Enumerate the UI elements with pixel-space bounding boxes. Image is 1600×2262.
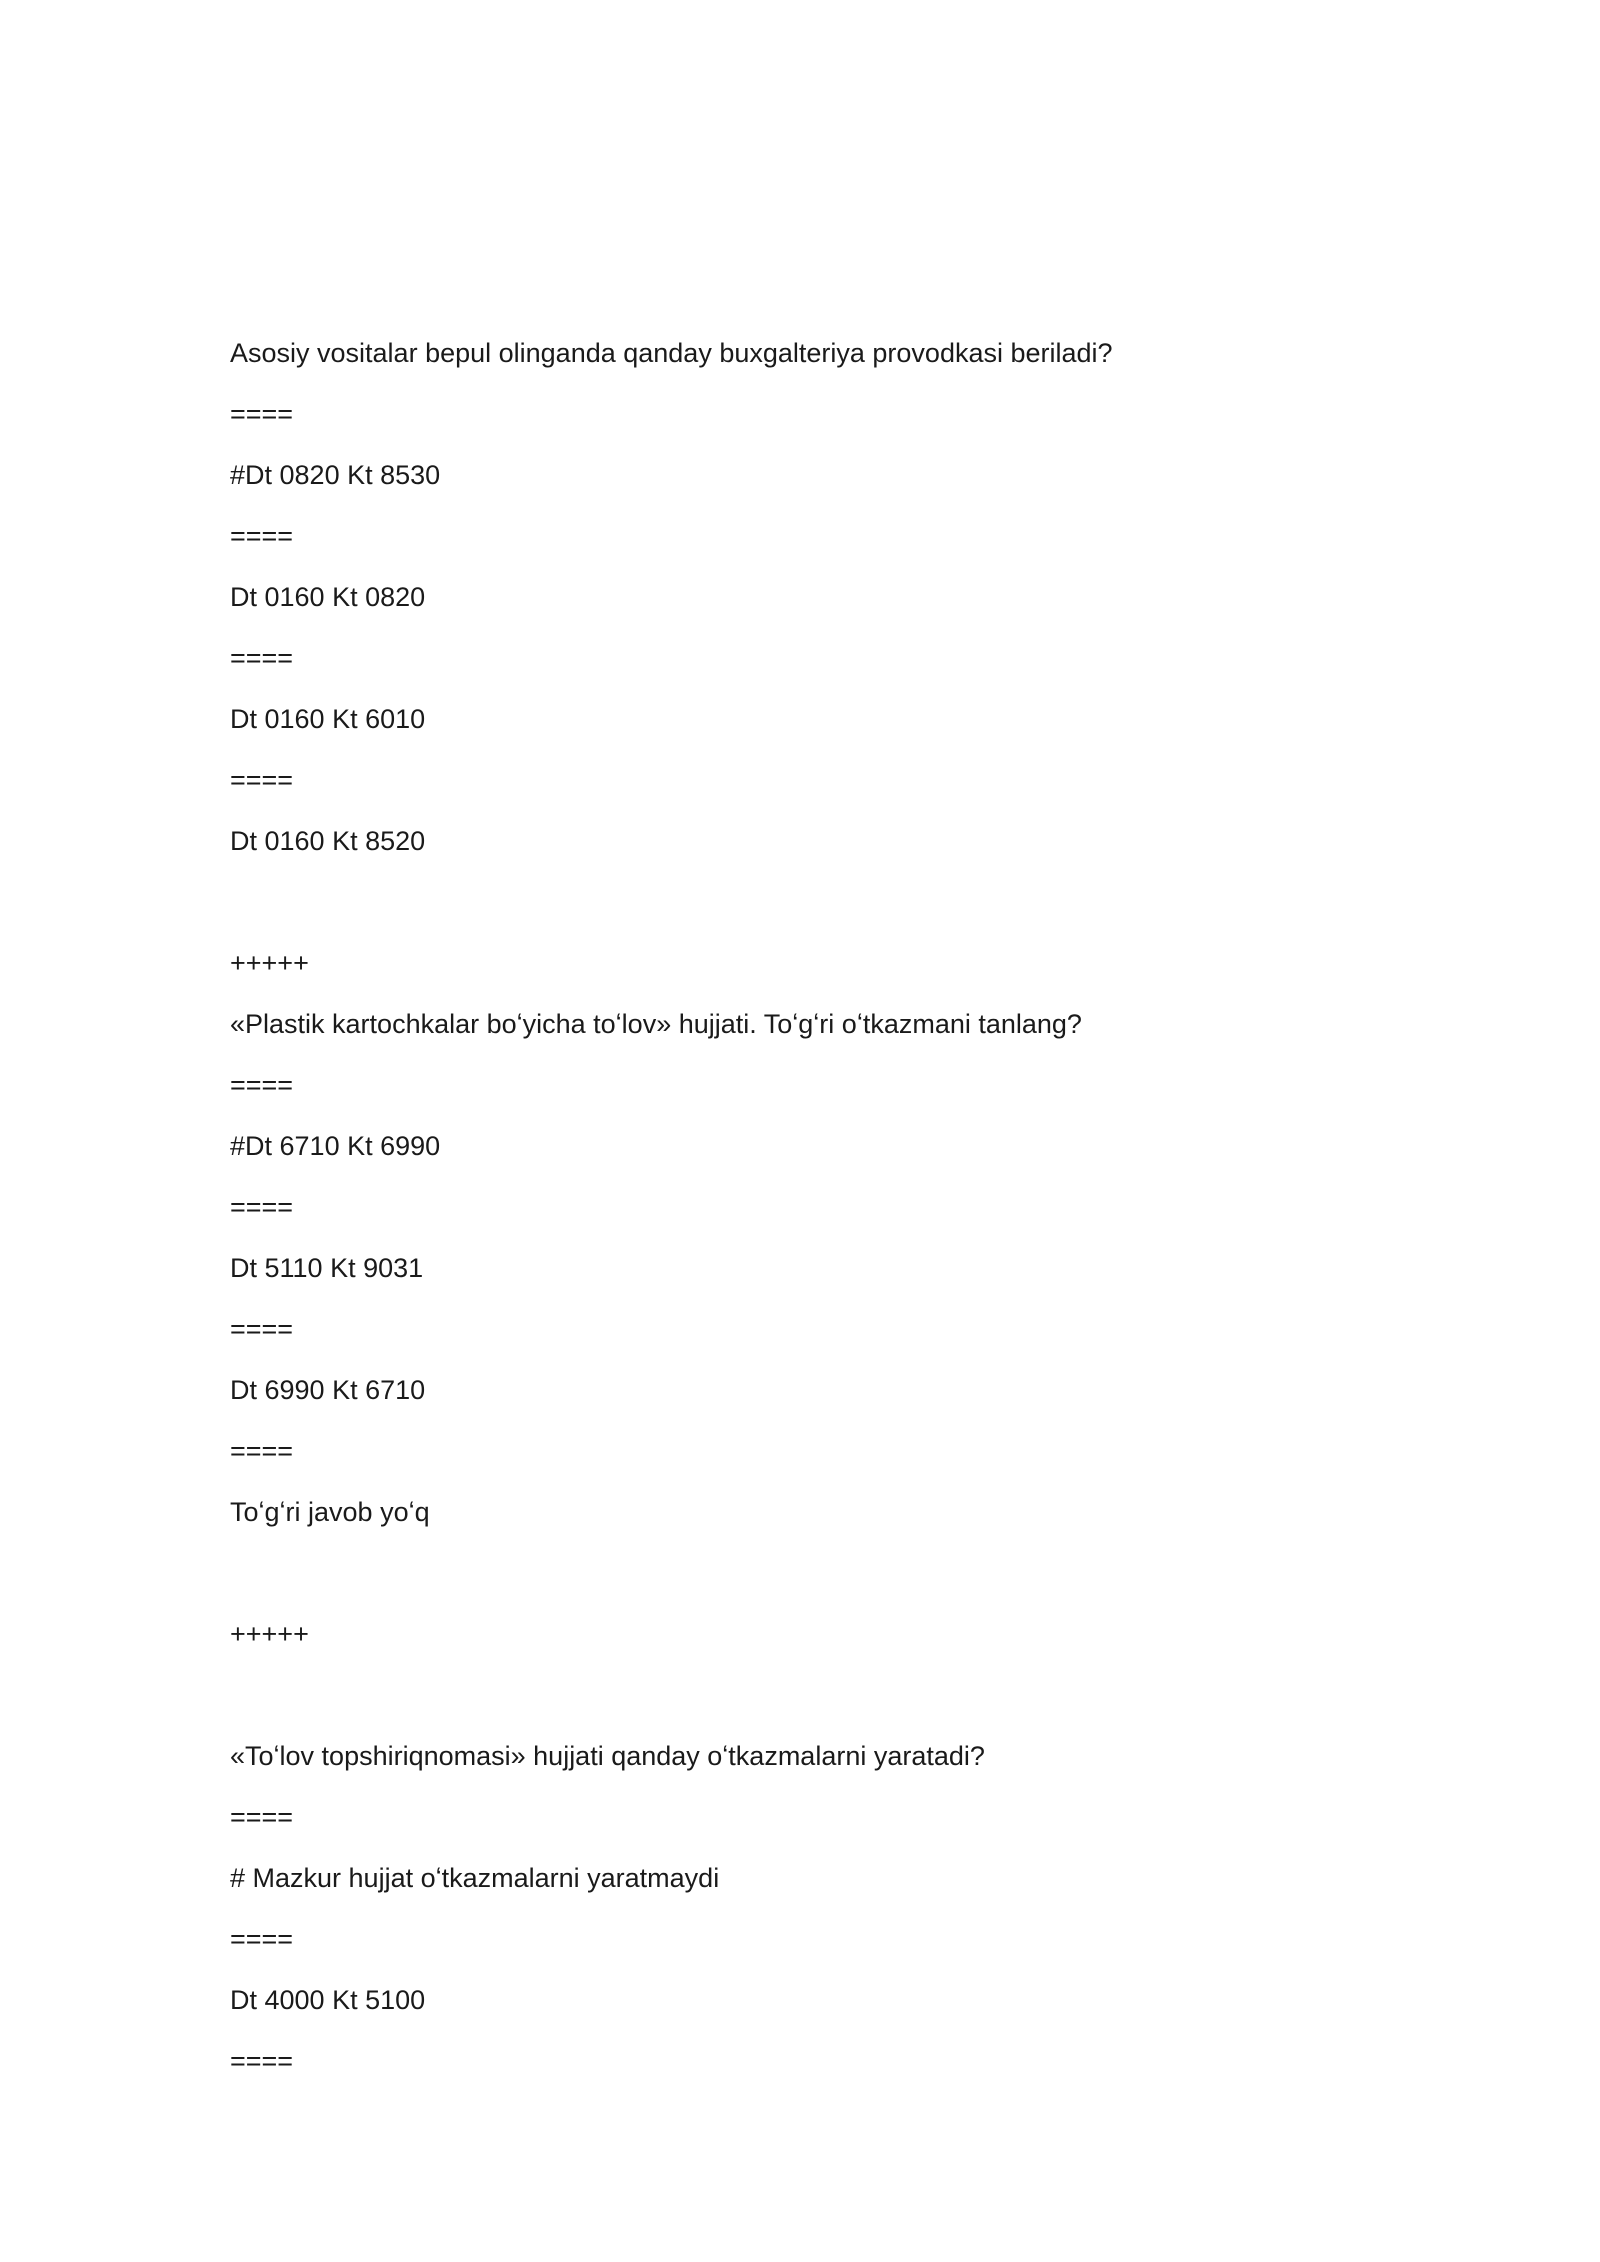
document-body [230,333,1430,2102]
answer-option: Dt 6990 Kt 6710 [230,1375,426,1405]
blank-line [230,882,1430,943]
separator: ==== [230,399,294,429]
separator: ==== [230,2046,294,2076]
separator: ==== [230,1924,294,1954]
separator: ==== [230,1070,294,1100]
blank-line [230,1675,1430,1736]
separator: ==== [230,1314,294,1344]
blank-line [230,1553,1430,1614]
answer-option: #Dt 6710 Kt 6990 [230,1131,441,1161]
answer-option: Toʻgʻri javob yoʻq [230,1497,430,1527]
answer-option: Dt 0160 Kt 6010 [230,704,426,734]
separator: ==== [230,521,294,551]
separator: ==== [230,1802,294,1832]
answer-option: Dt 5110 Kt 9031 [230,1253,424,1283]
answer-option: Dt 0160 Kt 0820 [230,582,426,612]
separator: ==== [230,1436,294,1466]
question-divider: +++++ [230,948,309,978]
question-1: Asosiy vositalar bepul olinganda qanday buxgalteriya provodkasi beriladi? [230,338,1113,368]
question-divider: +++++ [230,1619,309,1649]
answer-option: # Mazkur hujjat oʻtkazmalarni yaratmaydi [230,1863,720,1893]
separator: ==== [230,765,294,795]
separator: ==== [230,643,294,673]
question-3: «Toʻlov topshiriqnomasi» hujjati qanday oʻtkazmalarni yaratadi? [230,1741,985,1771]
answer-option: Dt 4000 Kt 5100 [230,1985,426,2015]
separator: ==== [230,1192,294,1222]
answer-option: #Dt 0820 Kt 8530 [230,460,441,490]
question-2: «Plastik kartochkalar boʻyicha toʻlov» hujjati. Toʻgʻri oʻtkazmani tanlang? [230,1009,1082,1039]
answer-option: Dt 0160 Kt 8520 [230,826,426,856]
